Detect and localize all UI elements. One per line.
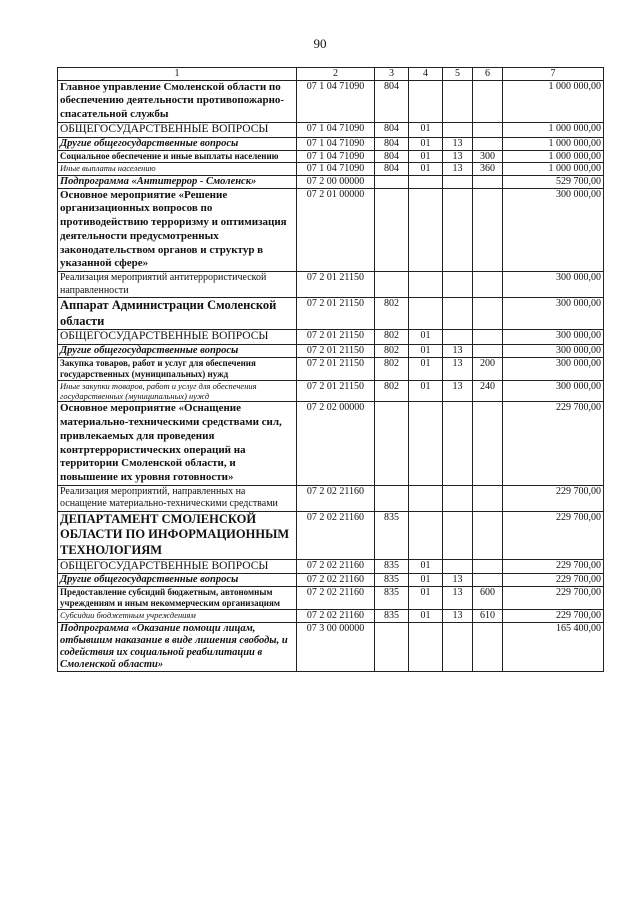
department-code-cell: 802 [375, 380, 409, 401]
expense-type-cell: 200 [473, 358, 503, 381]
row-name-cell: Другие общегосударственные вопросы [58, 574, 297, 587]
subsection-code-cell: 13 [443, 610, 473, 623]
amount-cell: 1 000 000,00 [503, 122, 604, 137]
column-number-row [58, 68, 604, 81]
page-number: 90 [313, 36, 327, 51]
department-code-cell [375, 272, 409, 298]
target-code-cell: 07 2 02 21160 [297, 485, 375, 511]
row-name-cell: Предоставление субсидий бюджетным, автономным учреждениям и иным некоммерческим организациям [58, 587, 297, 610]
expense-type-cell [473, 402, 503, 486]
section-code-cell [409, 402, 443, 486]
target-code-cell: 07 2 02 00000 [297, 402, 375, 486]
row-name-cell: Основное мероприятие «Оснащение материально-техническими средствами сил, привлекаемых для проведения контртеррористических операций на территории Смоленской области, и повышение их уровня готовности» [58, 402, 297, 486]
section-code-cell: 01 [409, 587, 443, 610]
amount-cell: 165 400,00 [503, 622, 604, 671]
amount-cell: 229 700,00 [503, 574, 604, 587]
department-code-cell [375, 622, 409, 671]
row-name-cell: Другие общегосударственные вопросы [58, 137, 297, 150]
column-number-header: 7 [503, 68, 604, 81]
table-row [58, 559, 604, 574]
table-row [58, 345, 604, 358]
target-code-cell: 07 2 01 21150 [297, 272, 375, 298]
table-row [58, 358, 604, 381]
subsection-code-cell [443, 175, 473, 188]
amount-cell: 300 000,00 [503, 272, 604, 298]
row-name-cell: Реализация мероприятий антитеррористической направленности [58, 272, 297, 298]
target-code-cell: 07 2 00 00000 [297, 175, 375, 188]
target-code-cell: 07 1 04 71090 [297, 137, 375, 150]
amount-cell: 529 700,00 [503, 175, 604, 188]
amount-cell: 1 000 000,00 [503, 80, 604, 122]
target-code-cell: 07 2 01 21150 [297, 298, 375, 330]
row-name-cell: Иные закупки товаров, работ и услуг для обеспечения государственных (муниципальных) нужд [58, 380, 297, 401]
column-number-header: 1 [58, 68, 297, 81]
amount-cell: 229 700,00 [503, 402, 604, 486]
department-code-cell: 804 [375, 150, 409, 163]
subsection-code-cell [443, 122, 473, 137]
column-number-header: 3 [375, 68, 409, 81]
department-code-cell: 804 [375, 163, 409, 176]
target-code-cell: 07 3 00 00000 [297, 622, 375, 671]
table-row [58, 587, 604, 610]
department-code-cell: 802 [375, 330, 409, 345]
department-code-cell: 835 [375, 559, 409, 574]
subsection-code-cell [443, 330, 473, 345]
section-code-cell: 01 [409, 137, 443, 150]
amount-cell: 229 700,00 [503, 587, 604, 610]
subsection-code-cell: 13 [443, 163, 473, 176]
table-row [58, 272, 604, 298]
target-code-cell: 07 1 04 71090 [297, 122, 375, 137]
table-body [58, 80, 604, 671]
subsection-code-cell: 13 [443, 574, 473, 587]
department-code-cell: 804 [375, 80, 409, 122]
row-name-cell: Аппарат Администрации Смоленской области [58, 298, 297, 330]
budget-table [57, 67, 604, 672]
row-name-cell: ОБЩЕГОСУДАРСТВЕННЫЕ ВОПРОСЫ [58, 330, 297, 345]
subsection-code-cell [443, 272, 473, 298]
row-name-cell: Социальное обеспечение и иные выплаты населению [58, 150, 297, 163]
target-code-cell: 07 2 01 00000 [297, 188, 375, 272]
table-row [58, 485, 604, 511]
section-code-cell: 01 [409, 345, 443, 358]
row-name-cell: Иные выплаты населению [58, 163, 297, 176]
expense-type-cell [473, 559, 503, 574]
amount-cell: 300 000,00 [503, 298, 604, 330]
expense-type-cell: 240 [473, 380, 503, 401]
target-code-cell: 07 1 04 71090 [297, 163, 375, 176]
row-name-cell: ОБЩЕГОСУДАРСТВЕННЫЕ ВОПРОСЫ [58, 559, 297, 574]
target-code-cell: 07 2 02 21160 [297, 610, 375, 623]
section-code-cell [409, 511, 443, 559]
table-row [58, 150, 604, 163]
expense-type-cell [473, 511, 503, 559]
column-number-header: 2 [297, 68, 375, 81]
row-name-cell: Субсидии бюджетным учреждениям [58, 610, 297, 623]
section-code-cell: 01 [409, 380, 443, 401]
section-code-cell [409, 80, 443, 122]
department-code-cell: 835 [375, 610, 409, 623]
table-row [58, 175, 604, 188]
target-code-cell: 07 2 01 21150 [297, 345, 375, 358]
expense-type-cell [473, 574, 503, 587]
table-row [58, 574, 604, 587]
amount-cell: 300 000,00 [503, 345, 604, 358]
subsection-code-cell [443, 188, 473, 272]
expense-type-cell [473, 137, 503, 150]
amount-cell: 229 700,00 [503, 485, 604, 511]
subsection-code-cell: 13 [443, 345, 473, 358]
section-code-cell: 01 [409, 122, 443, 137]
table-row [58, 137, 604, 150]
department-code-cell [375, 402, 409, 486]
section-code-cell [409, 298, 443, 330]
row-name-cell: ОБЩЕГОСУДАРСТВЕННЫЕ ВОПРОСЫ [58, 122, 297, 137]
section-code-cell [409, 485, 443, 511]
section-code-cell [409, 188, 443, 272]
amount-cell: 300 000,00 [503, 188, 604, 272]
column-number-header: 4 [409, 68, 443, 81]
subsection-code-cell [443, 485, 473, 511]
table-row [58, 622, 604, 671]
section-code-cell: 01 [409, 163, 443, 176]
subsection-code-cell [443, 559, 473, 574]
row-name-cell: Подпрограмма «Антитеррор - Смоленск» [58, 175, 297, 188]
department-code-cell [375, 175, 409, 188]
expense-type-cell: 360 [473, 163, 503, 176]
department-code-cell: 835 [375, 574, 409, 587]
expense-type-cell [473, 272, 503, 298]
table-row [58, 80, 604, 122]
section-code-cell: 01 [409, 559, 443, 574]
target-code-cell: 07 2 02 21160 [297, 574, 375, 587]
subsection-code-cell: 13 [443, 358, 473, 381]
table-row [58, 380, 604, 401]
table-row [58, 330, 604, 345]
section-code-cell [409, 175, 443, 188]
amount-cell: 300 000,00 [503, 330, 604, 345]
amount-cell: 300 000,00 [503, 358, 604, 381]
column-number-header: 6 [473, 68, 503, 81]
amount-cell: 1 000 000,00 [503, 150, 604, 163]
expense-type-cell [473, 80, 503, 122]
subsection-code-cell [443, 622, 473, 671]
target-code-cell: 07 2 02 21160 [297, 511, 375, 559]
row-name-cell: Главное управление Смоленской области по обеспечению деятельности противопожарно-спасательной службы [58, 80, 297, 122]
expense-type-cell [473, 485, 503, 511]
expense-type-cell [473, 188, 503, 272]
department-code-cell: 804 [375, 137, 409, 150]
department-code-cell: 802 [375, 298, 409, 330]
table-row [58, 188, 604, 272]
expense-type-cell: 600 [473, 587, 503, 610]
section-code-cell [409, 622, 443, 671]
row-name-cell: ДЕПАРТАМЕНТ СМОЛЕНСКОЙ ОБЛАСТИ ПО ИНФОРМАЦИОННЫМ ТЕХНОЛОГИЯМ [58, 511, 297, 559]
target-code-cell: 07 1 04 71090 [297, 150, 375, 163]
row-name-cell: Основное мероприятие «Решение организационных вопросов по противодействию терроризму и оптимизация деятельности предусмотренных законодательством органов и структур в указанной сфере» [58, 188, 297, 272]
expense-type-cell [473, 330, 503, 345]
section-code-cell: 01 [409, 330, 443, 345]
department-code-cell: 835 [375, 587, 409, 610]
target-code-cell: 07 2 01 21150 [297, 330, 375, 345]
subsection-code-cell: 13 [443, 150, 473, 163]
subsection-code-cell: 13 [443, 380, 473, 401]
table-row [58, 610, 604, 623]
target-code-cell: 07 1 04 71090 [297, 80, 375, 122]
expense-type-cell [473, 175, 503, 188]
expense-type-cell [473, 122, 503, 137]
section-code-cell: 01 [409, 358, 443, 381]
section-code-cell: 01 [409, 574, 443, 587]
department-code-cell: 802 [375, 358, 409, 381]
target-code-cell: 07 2 02 21160 [297, 559, 375, 574]
section-code-cell: 01 [409, 610, 443, 623]
department-code-cell: 804 [375, 122, 409, 137]
subsection-code-cell [443, 298, 473, 330]
row-name-cell: Реализация мероприятий, направленных на оснащение материально-техническими средствами [58, 485, 297, 511]
amount-cell: 229 700,00 [503, 511, 604, 559]
row-name-cell: Закупка товаров, работ и услуг для обеспечения государственных (муниципальных) нужд [58, 358, 297, 381]
table-row [58, 122, 604, 137]
table-row [58, 402, 604, 486]
expense-type-cell: 610 [473, 610, 503, 623]
table-row [58, 511, 604, 559]
expense-type-cell [473, 298, 503, 330]
section-code-cell: 01 [409, 150, 443, 163]
section-code-cell [409, 272, 443, 298]
amount-cell: 1 000 000,00 [503, 137, 604, 150]
table-row [58, 298, 604, 330]
target-code-cell: 07 2 01 21150 [297, 380, 375, 401]
amount-cell: 229 700,00 [503, 559, 604, 574]
row-name-cell: Подпрограмма «Оказание помощи лицам, отбывшим наказание в виде лишения свободы, и содействия их социальной реабилитации в Смоленской области» [58, 622, 297, 671]
amount-cell: 300 000,00 [503, 380, 604, 401]
target-code-cell: 07 2 01 21150 [297, 358, 375, 381]
department-code-cell: 802 [375, 345, 409, 358]
department-code-cell: 835 [375, 511, 409, 559]
expense-type-cell [473, 622, 503, 671]
amount-cell: 1 000 000,00 [503, 163, 604, 176]
table-row [58, 163, 604, 176]
department-code-cell [375, 188, 409, 272]
subsection-code-cell [443, 511, 473, 559]
amount-cell: 229 700,00 [503, 610, 604, 623]
subsection-code-cell [443, 80, 473, 122]
subsection-code-cell [443, 402, 473, 486]
column-number-header: 5 [443, 68, 473, 81]
expense-type-cell: 300 [473, 150, 503, 163]
department-code-cell [375, 485, 409, 511]
row-name-cell: Другие общегосударственные вопросы [58, 345, 297, 358]
expense-type-cell [473, 345, 503, 358]
target-code-cell: 07 2 02 21160 [297, 587, 375, 610]
subsection-code-cell: 13 [443, 587, 473, 610]
subsection-code-cell: 13 [443, 137, 473, 150]
